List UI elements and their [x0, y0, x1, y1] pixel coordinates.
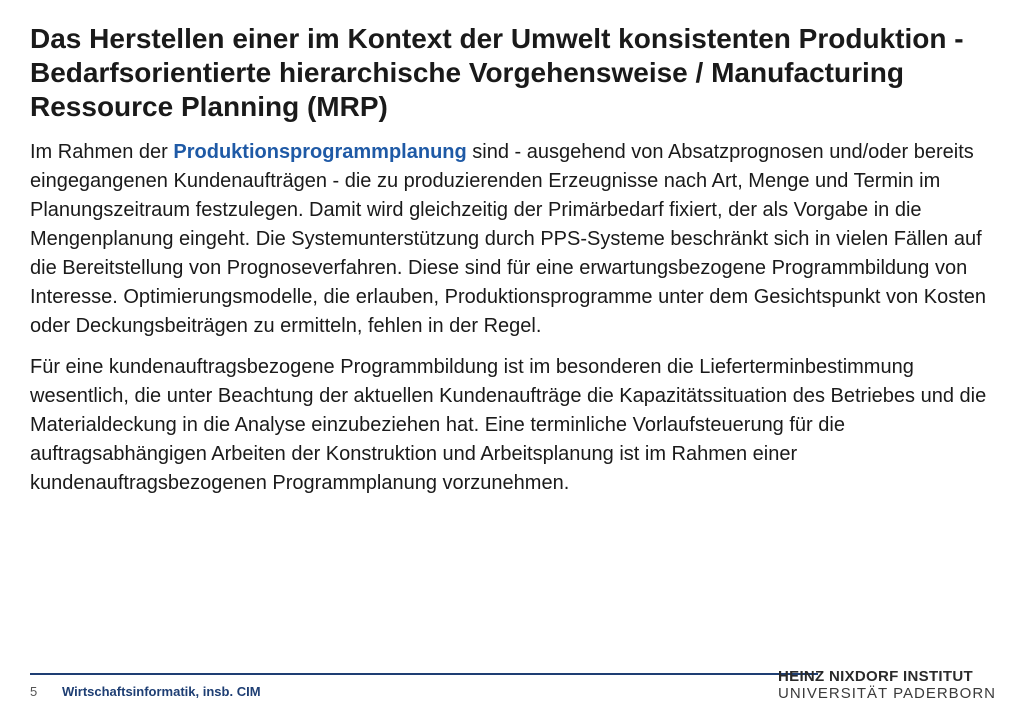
logo-line-institute: HEINZ NIXDORF INSTITUT: [778, 668, 973, 685]
slide-body: [30, 138, 1005, 510]
paragraph-1-intro: Im Rahmen der: [30, 141, 174, 163]
footer-divider: [30, 673, 818, 675]
slide-title: Das Herstellen einer im Kontext der Umwelt konsistenten Produktion - Bedarfsorientierte hierarchische Vorgehensweise / Manufacturing Ressource Planning (MRP): [30, 23, 964, 122]
page-number: 5: [30, 684, 38, 699]
paragraph-1-text: sind - ausgehend von Absatzprognosen und/oder bereits eingegangenen Kundenaufträgen - die zu produzierenden Erzeugnisse nach Art, Menge und Termin im Planungszeitraum festzulegen. Damit wird gleichzeitig der Primärbedarf fixiert, der als Vorgabe in die Mengenplanung eingeht. Die Systemunterstützung durch PPS-Systeme beschränkt sich in vielen Fällen auf die Bereitstellung von Prognoseverfahren. Diese sind für eine erwartungsbezogene Programmbildung von Interesse. Optimierungsmodelle, die erlauben, Produktionsprogramme unter dem Gesichtspunkt von Kosten oder Deckungsbeiträgen zu ermitteln, fehlen in der Regel.: [30, 141, 987, 337]
institute-logo: [778, 668, 996, 702]
paragraph-2: Für eine kundenauftragsbezogene Programmbildung ist im besonderen die Lieferterminbestimmung wesentlich, die unter Beachtung der aktuellen Kundenaufträge die Kapazitätssituation des Betriebes und die Materialdeckung in die Analyse einzubeziehen hat. Eine terminliche Vorlaufsteuerung für die auftragsabhängigen Arbeiten der Konstruktion und Arbeitsplanung ist im Rahmen einer kundenauftragsbezogenen Programmplanung vorzunehmen.: [30, 356, 987, 494]
paragraph-1: [30, 138, 1005, 341]
highlighted-term: Produktionsprogrammplanung: [173, 141, 467, 163]
logo-line-university: UNIVERSITÄT PADERBORN: [778, 685, 996, 702]
footer-department: Wirtschaftsinformatik, insb. CIM: [62, 684, 261, 699]
